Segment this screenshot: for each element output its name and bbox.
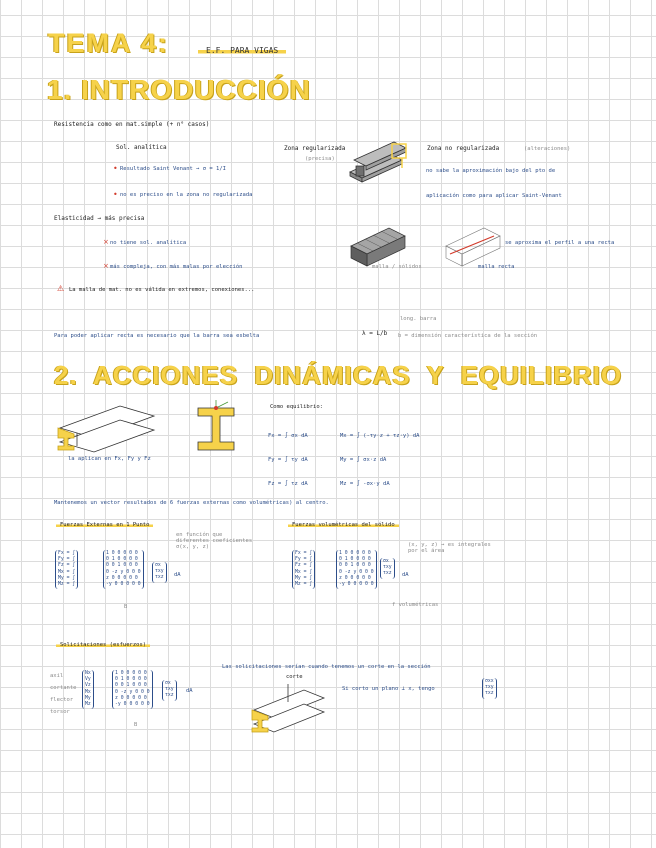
zona-no-regularizada: Zona no regularizada [427,145,500,152]
solid-mesh-drawing [345,220,415,270]
sigma-vector: σx τxy τxz [152,562,167,583]
eq-forces [268,424,308,496]
elasticidad: Elasticidad → más precisa [54,215,145,222]
fuerzas-externas-heading: Fuerzas Externas en 1 Punto [56,522,153,528]
bullet-2: no es preciso en la zona no regularizada [120,192,253,198]
i-beam-drawing-1 [340,132,420,198]
right-text-1: no sabe la aproximación bajo del pto de [426,168,556,174]
eq-my: My = ∫ σx·z dA [340,457,387,463]
eq-mx: Mx = ∫ (-τy·z + τz·y) dA [340,433,420,439]
formula-line: Para poder aplicar recta es necesario que la barra sea esbelta [54,333,260,339]
i-section-drawing [194,398,250,460]
beam-caption: la aplican en Fx, Fy y Fz [68,456,151,462]
zona-no-reg-note: (alteraciones) [524,146,571,152]
bullet-1-dot: • [113,164,118,173]
line-resistencia: Resistencia como en mat.simple (+ n° casos) [54,121,210,128]
solicitaciones-heading: Solicitaciones (esfuerzos) [56,642,150,648]
malla-label: malla / sólidos [372,264,422,270]
precisa-note: (precisa) [305,156,335,162]
b-matrix: 1 0 0 0 0 0 0 1 0 0 0 0 0 0 1 0 0 0 0 -z y 0 0 0 z 0 0 0 0 0 -y 0 0 0 0 0 [103,550,144,589]
da-label: dA [174,572,181,578]
zona-regularizada: Zona regularizada [284,145,346,152]
ext-note: en función que diferentes coeficientes σ(x, y, z) [176,532,253,550]
b-label: B [124,604,128,610]
malla-recta: malla recta [478,264,515,270]
como-equilibrio: Como equilibrio: [270,404,323,410]
header-subtitle: E.F. PARA VIGAS [198,46,286,55]
vol-da-label: dA [402,572,409,578]
vol-sigma-vector: σx τxy τxz [380,558,395,579]
x-item-1: no tiene sol. analítica [110,240,187,246]
bullet-2-dot: • [113,190,118,199]
s-vector: Nx Vy Vz Mx My Mz [82,670,94,709]
x-mark-1: × [103,238,109,246]
right-text-2: aplicación como para aplicar Saint-Venant [426,193,562,199]
sol-text-1: Las solicitaciones serían cuando tenemos un corte en la sección [222,664,431,670]
vol-b-matrix: 1 0 0 0 0 0 0 1 0 0 0 0 0 0 1 0 0 0 0 -z y 0 0 0 z 0 0 0 0 0 -y 0 0 0 0 0 [336,550,377,589]
malla-right: se aproxima el perfil a una recta [505,240,615,246]
sol-sigma-vector: σx τxy τxz [162,680,177,701]
sol-text-2: Si corto un plano ⊥ x, tengo [342,686,435,692]
vol-force-vector: Fx = ∫ Fy = ∫ Fz = ∫ Mx = ∫ My = ∫ Mz = ∫ [292,550,315,589]
vol-note: (x, y, z) → es integrales por el área [408,542,491,554]
section2-title: 2. ACCIONES DINÁMICAS Y EQUILIBRIO [54,360,623,390]
x-item-2: más compleja, con más malas por elección [110,264,243,270]
section1-title: 1. INTRODUCCIÓN [47,74,311,105]
eq-fy: Fy = ∫ τy dA [268,457,308,463]
eq-mz: Mz = ∫ -σx·y dA [340,481,390,487]
formula-eq: λ = L/b [362,330,388,337]
sol-b-matrix: 1 0 0 0 0 0 0 1 0 0 0 0 0 0 1 0 0 0 0 -z y 0 0 0 z 0 0 0 0 0 -y 0 0 0 0 0 [112,670,153,709]
x-mark-2: × [103,262,109,270]
warning-text: La malla de mat. no es válida en extremos, conexiones... [69,287,255,293]
bullet-1: Resultado Saint Venant → σ = 1/I [120,166,226,172]
line-mesh-drawing [440,220,506,270]
corte-label: corte [286,674,303,680]
sol-labels: axil cortante flector torsor [50,673,77,715]
sol-da-label: dA [186,688,193,694]
sigma-right-vector: σxx τxy τxz [482,678,497,699]
formula-note: long. barra [400,316,437,322]
eq-fz: Fz = ∫ τz dA [268,481,308,487]
cut-beam-drawing [248,682,328,742]
eq-moments [340,424,419,496]
mantenemos-text: Mantenemos un vector resultados de 6 fuerzas externas como volumétricas) al centro. [54,500,329,506]
header-tema: TEMA 4: [48,28,169,58]
eq-fx: Fx = ∫ σx dA [268,433,308,439]
sol-b-label: B [134,722,138,728]
i-beam-drawing-2 [54,398,164,458]
vol-note-2: f volumétricas [392,602,439,608]
fuerzas-vol-heading: Fuerzas volumétricas del sólido [288,522,399,528]
warning-icon: ⚠ [57,284,65,293]
sol-analitica: Sol. analítica [116,144,167,151]
formula-tail: b = dimensión característica de la sección [398,333,538,339]
force-vector: Fx = ∫ Fy = ∫ Fz = ∫ Mx = ∫ My = ∫ Mz = ∫ [55,550,78,589]
